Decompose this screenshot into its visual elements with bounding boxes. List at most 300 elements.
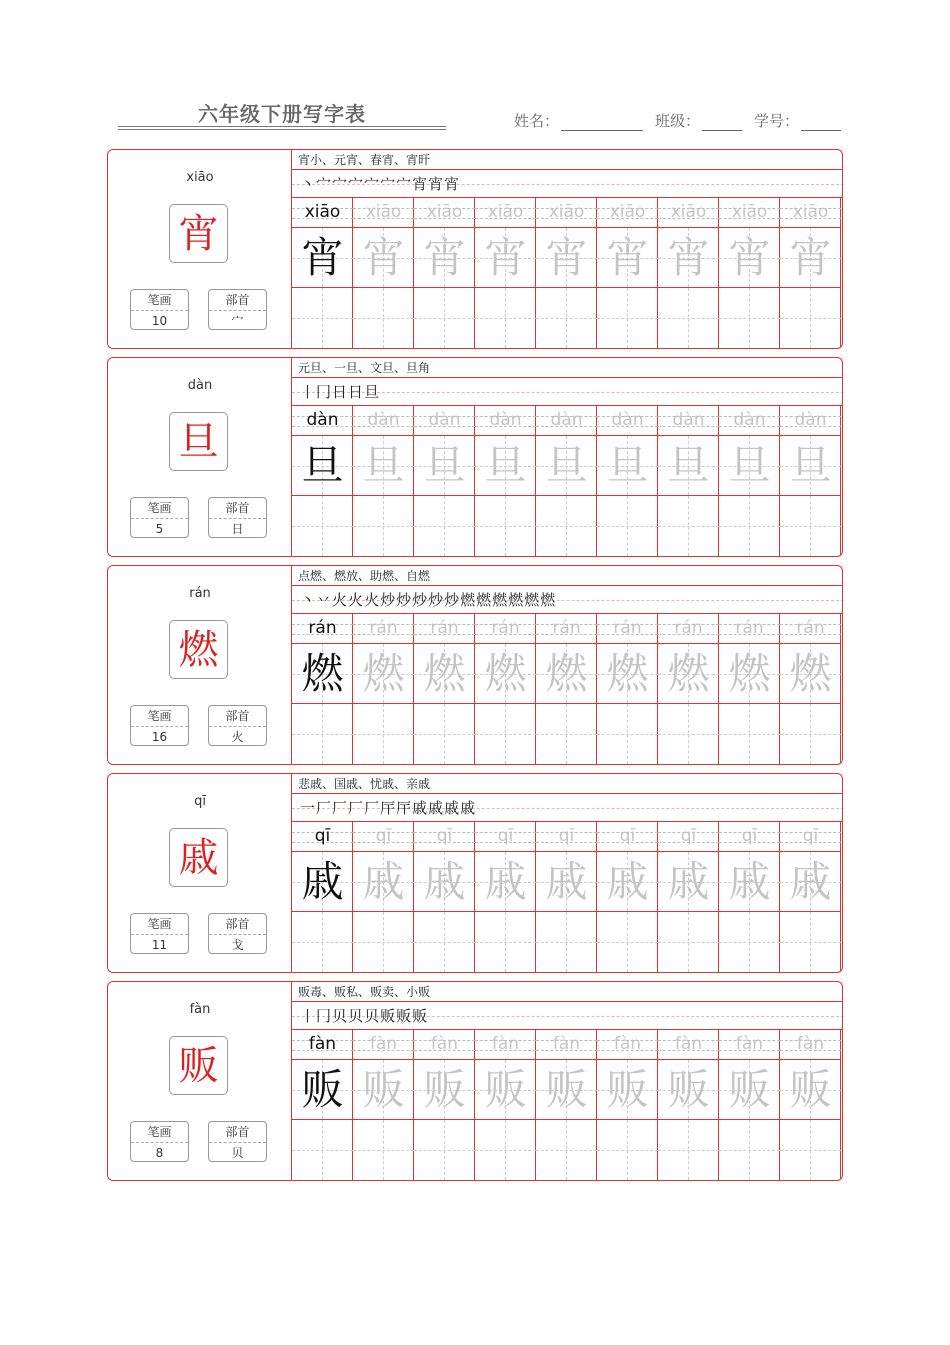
pinyin-cell[interactable] xyxy=(414,406,475,436)
character-model: 戚 xyxy=(301,857,344,906)
stroke-count-box xyxy=(130,1121,189,1162)
pinyin-cell[interactable] xyxy=(475,822,536,852)
pinyin-cell[interactable] xyxy=(719,198,780,228)
blank-writing-cell[interactable] xyxy=(353,288,414,348)
character-cell[interactable] xyxy=(353,852,414,912)
blank-writing-cell[interactable] xyxy=(536,704,597,764)
pinyin-label: qī xyxy=(194,794,206,809)
practice-column xyxy=(719,614,780,764)
character-cell[interactable] xyxy=(719,644,780,704)
stroke-count-value: 16 xyxy=(151,730,168,744)
character-trace: 旦 xyxy=(789,441,832,490)
character-model: 贩 xyxy=(301,1065,344,1114)
character-cell[interactable] xyxy=(292,1060,353,1120)
pinyin-trace: xiāo xyxy=(365,202,402,222)
practice-column xyxy=(719,1030,780,1180)
stroke-count-label: 笔画 xyxy=(131,914,188,935)
blank-writing-cell[interactable] xyxy=(475,496,536,556)
character-cell[interactable] xyxy=(719,1060,780,1120)
pinyin-model: dàn xyxy=(306,410,339,430)
radical-value: 火 xyxy=(231,730,244,744)
blank-writing-cell[interactable] xyxy=(597,1120,658,1180)
stroke-step: 厂 xyxy=(332,799,348,817)
pinyin-cell[interactable] xyxy=(414,822,475,852)
pinyin-trace: xiāo xyxy=(609,202,646,222)
stroke-step: 火 xyxy=(348,591,364,609)
class-field[interactable] xyxy=(655,110,742,131)
practice-column xyxy=(780,198,841,348)
student-number-field[interactable] xyxy=(754,110,841,131)
stroke-sequence xyxy=(300,797,476,818)
pinyin-cell[interactable] xyxy=(292,198,353,228)
word-examples: 悲戚、国戚、忧戚、亲戚 xyxy=(292,774,843,794)
stroke-step: 丶 xyxy=(300,591,316,609)
blank-writing-cell[interactable] xyxy=(536,912,597,972)
practice-column xyxy=(353,406,414,556)
pinyin-trace: rán xyxy=(552,618,581,638)
pinyin-trace: rán xyxy=(369,618,398,638)
character-trace: 旦 xyxy=(423,441,466,490)
stroke-count-box xyxy=(130,289,189,330)
pinyin-cell[interactable] xyxy=(780,1030,841,1060)
practice-column xyxy=(597,198,658,348)
pinyin-cell[interactable] xyxy=(780,198,841,228)
pinyin-trace: qī xyxy=(680,826,697,846)
character-cell[interactable] xyxy=(536,1060,597,1120)
stroke-count-value: 10 xyxy=(151,314,168,328)
character-card xyxy=(107,981,843,1181)
character-cell[interactable] xyxy=(414,852,475,912)
page-header xyxy=(0,0,950,140)
stroke-step: 炒 xyxy=(380,591,396,609)
stroke-count-label: 笔画 xyxy=(131,290,188,311)
character-card xyxy=(107,357,843,557)
pinyin-trace: rán xyxy=(430,618,459,638)
pinyin-cell[interactable] xyxy=(597,198,658,228)
pinyin-cell[interactable] xyxy=(353,406,414,436)
stroke-step: 炒 xyxy=(444,591,460,609)
character-cell[interactable] xyxy=(353,644,414,704)
radical-label: 部首 xyxy=(209,914,266,935)
blank-writing-cell[interactable] xyxy=(780,704,841,764)
pinyin-cell[interactable] xyxy=(780,822,841,852)
pinyin-cell[interactable] xyxy=(658,822,719,852)
character-trace: 宵 xyxy=(362,233,405,282)
pinyin-cell[interactable] xyxy=(414,1030,475,1060)
character-display: 戚 xyxy=(169,828,228,887)
character-cell[interactable] xyxy=(292,228,353,288)
word-examples: 元旦、一旦、文旦、旦角 xyxy=(292,358,843,378)
character-cell[interactable] xyxy=(719,852,780,912)
pinyin-model: xiāo xyxy=(304,202,341,222)
pinyin-cell[interactable] xyxy=(414,614,475,644)
practice-column xyxy=(597,406,658,556)
blank-writing-cell[interactable] xyxy=(536,288,597,348)
character-cell[interactable] xyxy=(780,228,841,288)
blank-writing-cell[interactable] xyxy=(597,912,658,972)
character-cell[interactable] xyxy=(780,436,841,496)
blank-writing-cell[interactable] xyxy=(475,704,536,764)
character-cell[interactable] xyxy=(597,228,658,288)
pinyin-trace: dàn xyxy=(672,410,705,430)
blank-writing-cell[interactable] xyxy=(719,912,780,972)
practice-column xyxy=(597,822,658,972)
blank-writing-cell[interactable] xyxy=(475,1120,536,1180)
blank-writing-cell[interactable] xyxy=(719,704,780,764)
character-cell[interactable] xyxy=(292,852,353,912)
practice-column xyxy=(719,822,780,972)
number-blank[interactable] xyxy=(801,114,841,131)
blank-writing-cell[interactable] xyxy=(475,288,536,348)
character-cell[interactable] xyxy=(658,644,719,704)
character-cell[interactable] xyxy=(719,436,780,496)
pinyin-cell[interactable] xyxy=(780,406,841,436)
blank-writing-cell[interactable] xyxy=(292,1120,353,1180)
stroke-step: 燃 xyxy=(540,591,556,609)
stroke-step: 宵 xyxy=(412,175,428,193)
pinyin-cell[interactable] xyxy=(536,614,597,644)
character-cell[interactable] xyxy=(475,1060,536,1120)
character-display: 旦 xyxy=(169,412,228,471)
character-cell[interactable] xyxy=(658,228,719,288)
pinyin-cell[interactable] xyxy=(475,406,536,436)
radical-box xyxy=(208,705,267,746)
radical-value: 宀 xyxy=(231,314,244,328)
character-trace: 宵 xyxy=(789,233,832,282)
character-cell[interactable] xyxy=(597,436,658,496)
practice-column xyxy=(475,614,536,764)
practice-column xyxy=(292,822,353,972)
name-field[interactable] xyxy=(514,110,643,131)
character-cell[interactable] xyxy=(597,644,658,704)
pinyin-cell[interactable] xyxy=(719,406,780,436)
practice-column xyxy=(658,198,719,348)
blank-writing-cell[interactable] xyxy=(658,496,719,556)
blank-writing-cell[interactable] xyxy=(719,496,780,556)
blank-writing-cell[interactable] xyxy=(353,704,414,764)
stroke-order-row xyxy=(292,1002,843,1030)
pinyin-cell[interactable] xyxy=(536,822,597,852)
character-cell[interactable] xyxy=(353,436,414,496)
blank-writing-cell[interactable] xyxy=(658,912,719,972)
practice-panel xyxy=(292,566,843,764)
pinyin-cell[interactable] xyxy=(658,406,719,436)
pinyin-trace: xiāo xyxy=(670,202,707,222)
pinyin-trace: fàn xyxy=(674,1034,703,1054)
character-cell[interactable] xyxy=(414,436,475,496)
character-cell[interactable] xyxy=(780,852,841,912)
character-cell[interactable] xyxy=(414,644,475,704)
stroke-step: 丨 xyxy=(300,1007,316,1025)
blank-writing-cell[interactable] xyxy=(780,1120,841,1180)
practice-column xyxy=(414,198,475,348)
blank-writing-cell[interactable] xyxy=(292,912,353,972)
pinyin-trace: fàn xyxy=(491,1034,520,1054)
stroke-count-label: 笔画 xyxy=(131,706,188,727)
practice-panel xyxy=(292,982,843,1180)
pinyin-cell[interactable] xyxy=(597,614,658,644)
blank-writing-cell[interactable] xyxy=(414,1120,475,1180)
stroke-sequence xyxy=(300,1005,428,1026)
pinyin-cell[interactable] xyxy=(597,1030,658,1060)
title-underline-double xyxy=(118,129,446,130)
practice-panel xyxy=(292,150,843,348)
blank-writing-cell[interactable] xyxy=(658,1120,719,1180)
pinyin-trace: fàn xyxy=(735,1034,764,1054)
practice-panel xyxy=(292,358,843,556)
character-model: 宵 xyxy=(301,233,344,282)
stroke-step: 戚 xyxy=(460,799,476,817)
character-cell[interactable] xyxy=(475,852,536,912)
pinyin-model: qī xyxy=(314,826,331,846)
pinyin-trace: qī xyxy=(375,826,392,846)
stroke-step: 冂 xyxy=(316,383,332,401)
stroke-step: 火 xyxy=(332,591,348,609)
stroke-step: 炒 xyxy=(428,591,444,609)
blank-writing-cell[interactable] xyxy=(536,1120,597,1180)
character-cell[interactable] xyxy=(658,1060,719,1120)
blank-writing-cell[interactable] xyxy=(597,496,658,556)
blank-writing-cell[interactable] xyxy=(597,288,658,348)
name-blank[interactable] xyxy=(561,114,643,131)
practice-column xyxy=(292,198,353,348)
practice-column xyxy=(475,198,536,348)
stroke-step: 宵 xyxy=(444,175,460,193)
practice-column xyxy=(475,406,536,556)
pinyin-cell[interactable] xyxy=(292,614,353,644)
character-cell[interactable] xyxy=(536,644,597,704)
character-trace: 宵 xyxy=(667,233,710,282)
character-cell[interactable] xyxy=(353,228,414,288)
pinyin-cell[interactable] xyxy=(353,822,414,852)
stroke-count-box xyxy=(130,497,189,538)
radical-box xyxy=(208,913,267,954)
stroke-step: 戚 xyxy=(412,799,428,817)
pinyin-cell[interactable] xyxy=(658,1030,719,1060)
stroke-step: 丷 xyxy=(316,591,332,609)
practice-column xyxy=(658,614,719,764)
stroke-step: 炒 xyxy=(412,591,428,609)
stroke-order-row xyxy=(292,170,843,198)
pinyin-trace: qī xyxy=(558,826,575,846)
stroke-step: 一 xyxy=(300,799,316,817)
character-cell[interactable] xyxy=(414,228,475,288)
stroke-step: 贩 xyxy=(412,1007,428,1025)
stroke-step: 燃 xyxy=(492,591,508,609)
stroke-order-row xyxy=(292,378,843,406)
character-cell[interactable] xyxy=(597,852,658,912)
character-trace: 贩 xyxy=(362,1065,405,1114)
word-examples: 点燃、燃放、助燃、自燃 xyxy=(292,566,843,586)
practice-column xyxy=(292,406,353,556)
stroke-step: 戚 xyxy=(428,799,444,817)
stroke-step: 贝 xyxy=(332,1007,348,1025)
class-blank[interactable] xyxy=(702,114,742,131)
blank-writing-cell[interactable] xyxy=(414,912,475,972)
character-trace: 旦 xyxy=(728,441,771,490)
pinyin-cell[interactable] xyxy=(353,614,414,644)
blank-writing-cell[interactable] xyxy=(353,912,414,972)
blank-writing-cell[interactable] xyxy=(780,288,841,348)
blank-writing-cell[interactable] xyxy=(292,288,353,348)
practice-column xyxy=(597,614,658,764)
blank-writing-cell[interactable] xyxy=(353,1120,414,1180)
practice-column xyxy=(353,822,414,972)
practice-column xyxy=(780,614,841,764)
stroke-sequence xyxy=(300,381,380,402)
character-cell[interactable] xyxy=(780,1060,841,1120)
blank-writing-cell[interactable] xyxy=(658,288,719,348)
pinyin-trace: rán xyxy=(491,618,520,638)
stroke-order-row xyxy=(292,794,843,822)
character-cell[interactable] xyxy=(658,436,719,496)
character-cell[interactable] xyxy=(780,644,841,704)
character-display: 宵 xyxy=(169,204,228,263)
character-trace: 贩 xyxy=(545,1065,588,1114)
practice-column xyxy=(414,614,475,764)
stroke-step: 贩 xyxy=(380,1007,396,1025)
name-label: 姓名： xyxy=(514,112,560,130)
character-cell[interactable] xyxy=(719,228,780,288)
character-trace: 戚 xyxy=(423,857,466,906)
character-cell[interactable] xyxy=(658,852,719,912)
character-trace: 戚 xyxy=(789,857,832,906)
stroke-step: 丶 xyxy=(300,175,316,193)
pinyin-cell[interactable] xyxy=(536,406,597,436)
blank-writing-cell[interactable] xyxy=(780,496,841,556)
character-trace: 宵 xyxy=(545,233,588,282)
pinyin-cell[interactable] xyxy=(536,198,597,228)
character-trace: 旦 xyxy=(545,441,588,490)
pinyin-cell[interactable] xyxy=(292,406,353,436)
pinyin-cell[interactable] xyxy=(536,1030,597,1060)
stroke-step: 丨 xyxy=(300,383,316,401)
pinyin-trace: qī xyxy=(741,826,758,846)
practice-column xyxy=(658,406,719,556)
stroke-step: 宀 xyxy=(332,175,348,193)
character-trace: 戚 xyxy=(606,857,649,906)
pinyin-cell[interactable] xyxy=(475,1030,536,1060)
character-info-panel xyxy=(108,774,292,972)
character-trace: 贩 xyxy=(484,1065,527,1114)
stroke-count-box xyxy=(130,913,189,954)
character-cell[interactable] xyxy=(292,436,353,496)
pinyin-cell[interactable] xyxy=(475,614,536,644)
stroke-step: 戚 xyxy=(444,799,460,817)
pinyin-cell[interactable] xyxy=(597,406,658,436)
character-cell[interactable] xyxy=(414,1060,475,1120)
practice-column xyxy=(414,406,475,556)
pinyin-trace: fàn xyxy=(369,1034,398,1054)
pinyin-cell[interactable] xyxy=(719,822,780,852)
character-cell[interactable] xyxy=(536,228,597,288)
pinyin-cell[interactable] xyxy=(292,822,353,852)
character-cell[interactable] xyxy=(475,644,536,704)
class-label: 班级： xyxy=(655,112,701,130)
character-cell[interactable] xyxy=(536,852,597,912)
pinyin-cell[interactable] xyxy=(597,822,658,852)
blank-writing-cell[interactable] xyxy=(536,496,597,556)
character-trace: 贩 xyxy=(423,1065,466,1114)
character-trace: 贩 xyxy=(606,1065,649,1114)
pinyin-cell[interactable] xyxy=(475,198,536,228)
pinyin-cell[interactable] xyxy=(414,198,475,228)
stroke-step: 燃 xyxy=(476,591,492,609)
blank-writing-cell[interactable] xyxy=(414,288,475,348)
character-trace: 戚 xyxy=(728,857,771,906)
pinyin-label: xiāo xyxy=(186,170,214,185)
stroke-step: 厂 xyxy=(364,799,380,817)
blank-writing-cell[interactable] xyxy=(597,704,658,764)
character-cell[interactable] xyxy=(597,1060,658,1120)
practice-column xyxy=(536,198,597,348)
pinyin-cell[interactable] xyxy=(353,1030,414,1060)
blank-writing-cell[interactable] xyxy=(719,288,780,348)
pinyin-cell[interactable] xyxy=(292,1030,353,1060)
word-examples: 贩毒、贩私、贩卖、小贩 xyxy=(292,982,843,1002)
stroke-step: 宵 xyxy=(428,175,444,193)
pinyin-cell[interactable] xyxy=(780,614,841,644)
pinyin-trace: xiāo xyxy=(548,202,585,222)
character-trace: 燃 xyxy=(362,649,405,698)
character-cell[interactable] xyxy=(353,1060,414,1120)
pinyin-trace: dàn xyxy=(794,410,827,430)
radical-value: 日 xyxy=(231,522,244,536)
stroke-step: 宀 xyxy=(316,175,332,193)
character-trace: 燃 xyxy=(728,649,771,698)
character-cell[interactable] xyxy=(475,228,536,288)
pinyin-trace: rán xyxy=(796,618,825,638)
pinyin-cell[interactable] xyxy=(658,614,719,644)
stroke-step: 宀 xyxy=(380,175,396,193)
blank-writing-cell[interactable] xyxy=(658,704,719,764)
blank-writing-cell[interactable] xyxy=(719,1120,780,1180)
blank-writing-cell[interactable] xyxy=(353,496,414,556)
blank-writing-cell[interactable] xyxy=(780,912,841,972)
character-cell[interactable] xyxy=(292,644,353,704)
blank-writing-cell[interactable] xyxy=(414,704,475,764)
practice-column xyxy=(353,614,414,764)
character-cell[interactable] xyxy=(536,436,597,496)
blank-writing-cell[interactable] xyxy=(292,496,353,556)
blank-writing-cell[interactable] xyxy=(414,496,475,556)
title-underline xyxy=(118,126,446,127)
stroke-count-value: 11 xyxy=(151,938,168,952)
radical-box xyxy=(208,497,267,538)
word-examples: 宵小、元宵、春宵、宵旰 xyxy=(292,150,843,170)
practice-grid xyxy=(292,1030,843,1181)
pinyin-cell[interactable] xyxy=(719,614,780,644)
pinyin-cell[interactable] xyxy=(658,198,719,228)
pinyin-trace: dàn xyxy=(489,410,522,430)
stroke-count-value: 5 xyxy=(155,522,164,536)
radical-label: 部首 xyxy=(209,290,266,311)
character-cell[interactable] xyxy=(475,436,536,496)
blank-writing-cell[interactable] xyxy=(475,912,536,972)
pinyin-model: rán xyxy=(308,618,337,638)
practice-column xyxy=(658,822,719,972)
character-info-panel xyxy=(108,358,292,556)
pinyin-cell[interactable] xyxy=(353,198,414,228)
character-info-panel xyxy=(108,150,292,348)
radical-label: 部首 xyxy=(209,498,266,519)
practice-column xyxy=(719,406,780,556)
character-display: 贩 xyxy=(169,1036,228,1095)
character-trace: 贩 xyxy=(728,1065,771,1114)
pinyin-trace: qī xyxy=(497,826,514,846)
pinyin-cell[interactable] xyxy=(719,1030,780,1060)
blank-writing-cell[interactable] xyxy=(292,704,353,764)
